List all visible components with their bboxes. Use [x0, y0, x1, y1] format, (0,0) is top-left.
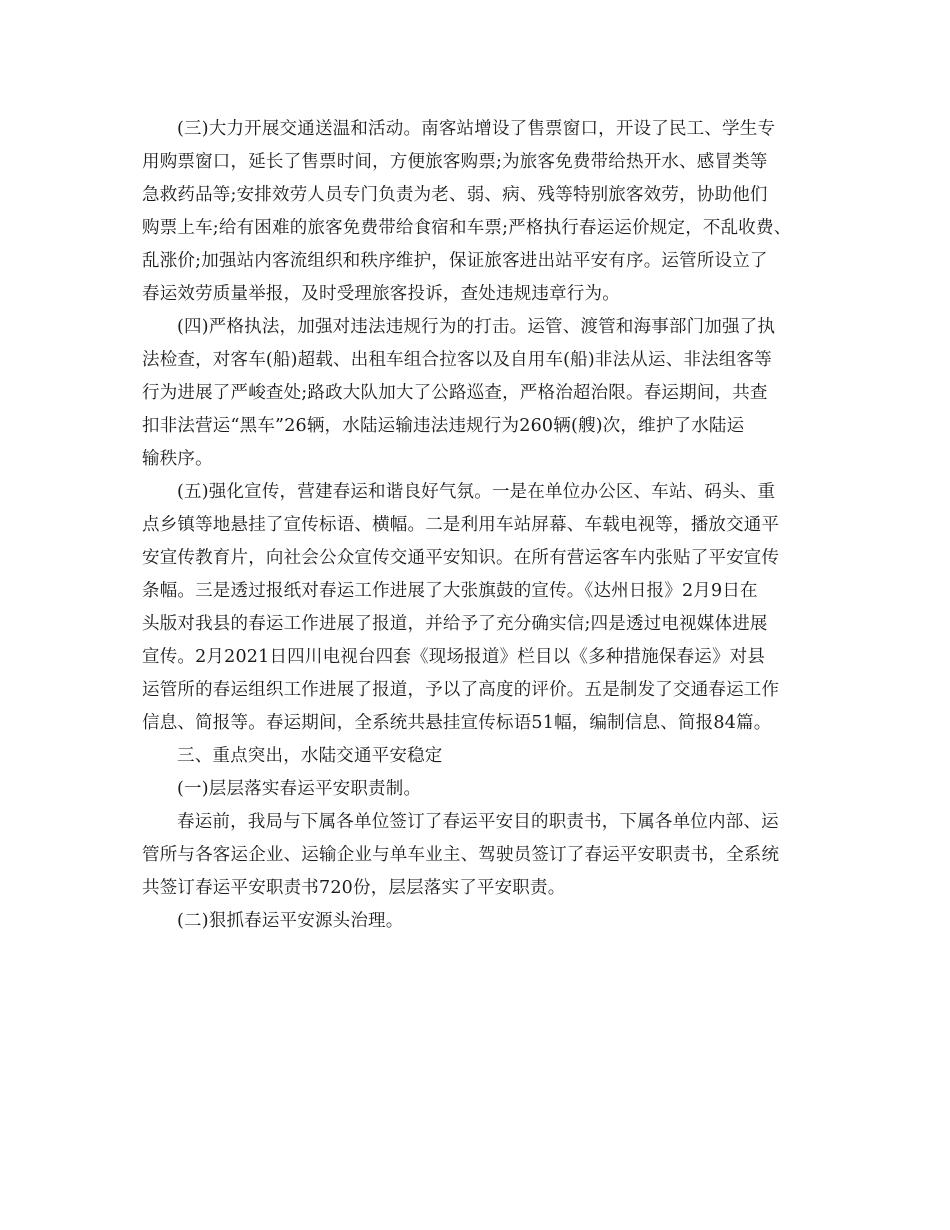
text-line: 点乡镇等地悬挂了宣传标语、横幅。二是利用车站屏幕、车载电视等，播放交通平 — [142, 515, 780, 535]
text-line: 扣非法营运“黑车”26辆，水陆运输违法违规行为260辆(艘)次，维护了水陆运 — [142, 416, 745, 436]
text-line: 输秩序。 — [142, 449, 213, 469]
subsection-1-heading: (一)层层落实春运平安职责制。 — [177, 779, 422, 799]
text-line: 安宣传教育片，向社会公众宣传交通平安知识。在所有营运客车内张贴了平安宣传 — [142, 548, 780, 568]
text-line: 购票上车;给有困难的旅客免费带给食宿和车票;严格执行春运运价规定，不乱收费、 — [142, 218, 792, 238]
section-3-heading: 三、重点突出，水陆交通平安稳定 — [177, 746, 443, 766]
paragraph-4-heading-line: (四)严格执法，加强对违法违规行为的打击。运管、渡管和海事部门加强了执 — [177, 317, 776, 337]
paragraph-5-heading-line: (五)强化宣传，营建春运和谐良好气氛。一是在单位办公区、车站、码头、重 — [177, 482, 776, 502]
text-line: 条幅。三是透过报纸对春运工作进展了大张旗鼓的宣传。《达州日报》2月9日在 — [142, 581, 758, 601]
text-line: 头版对我县的春运工作进展了报道，并给予了充分确实信;四是透过电视媒体进展 — [142, 614, 768, 634]
text-line: 法检查，对客车(船)超载、出租车组合拉客以及自用车(船)非法从运、非法组客等 — [142, 350, 772, 370]
text-line: 行为进展了严峻查处;路政大队加大了公路巡查，严格治超治限。春运期间，共查 — [142, 383, 768, 403]
text-line: 运管所的春运组织工作进展了报道，予以了高度的评价。五是制发了交通春运工作 — [142, 680, 780, 700]
text-line: 春运前，我局与下属各单位签订了春运平安目的职责书，下属各单位内部、运 — [177, 812, 779, 832]
text-line: 共签订春运平安职责书720份，层层落实了平安职责。 — [142, 878, 566, 898]
paragraph-3-heading-line: (三)大力开展交通送温和活动。南客站增设了售票窗口，开设了民工、学生专 — [177, 119, 776, 139]
text-line: 用购票窗口，延长了售票时间，方便旅客购票;为旅客免费带给热开水、感冒类等 — [142, 152, 768, 172]
text-line: 乱涨价;加强站内客流组织和秩序维护，保证旅客进出站平安有序。运管所设立了 — [142, 251, 768, 271]
subsection-2-heading: (二)狠抓春运平安源头治理。 — [177, 911, 404, 931]
text-line: 管所与各客运企业、运输企业与单车业主、驾驶员签订了春运平安职责书，全系统 — [142, 845, 780, 865]
text-line: 急救药品等;安排效劳人员专门负责为老、弱、病、残等特别旅客效劳，协助他们 — [142, 185, 768, 205]
text-line: 信息、简报等。春运期间，全系统共悬挂宣传标语51幅，编制信息、简报84篇。 — [142, 713, 772, 733]
text-line: 宣传。2月2021日四川电视台四套《现场报道》栏目以《多种措施保春运》对县 — [142, 647, 766, 667]
text-line: 春运效劳质量举报，及时受理旅客投诉，查处违规违章行为。 — [142, 284, 620, 304]
